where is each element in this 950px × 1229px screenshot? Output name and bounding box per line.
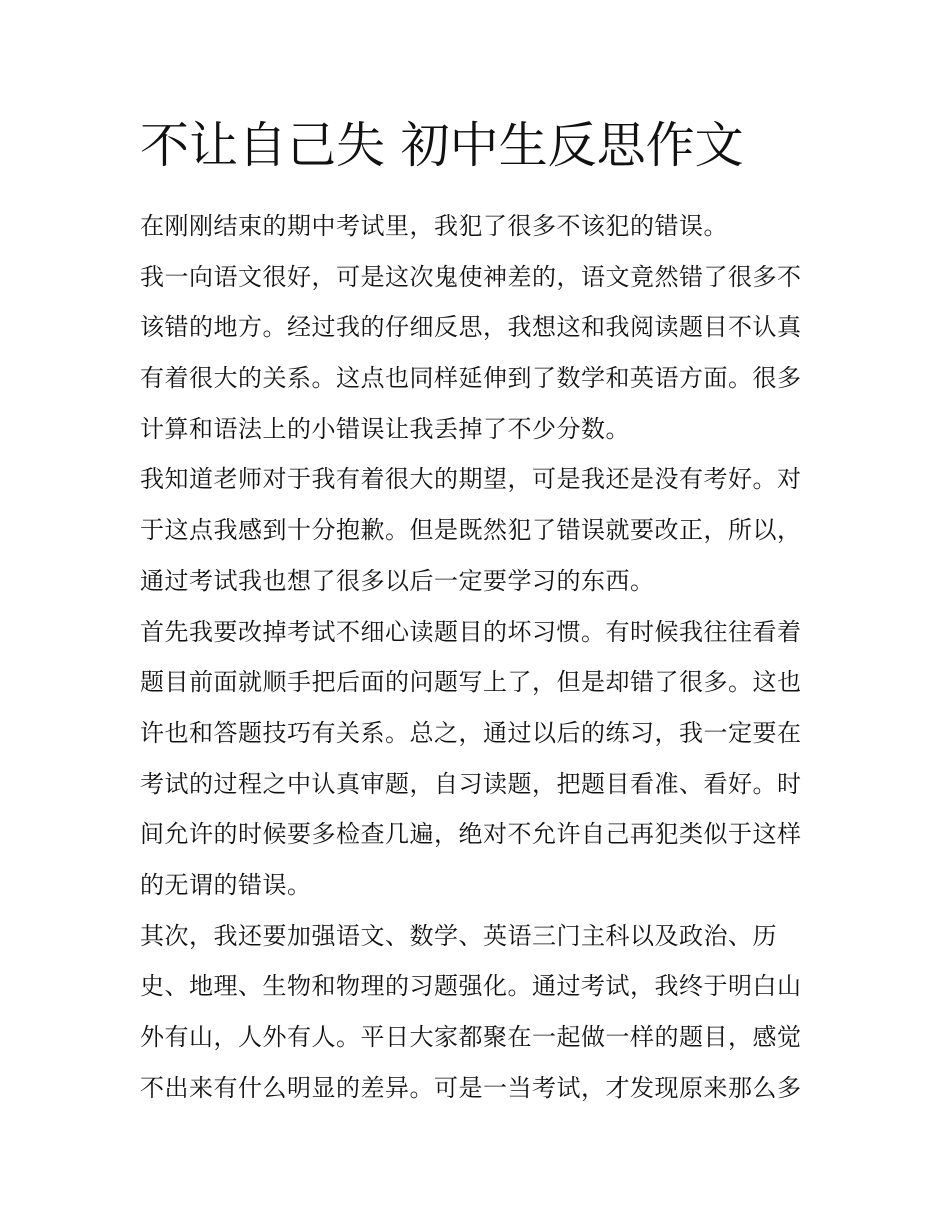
text-line: 题目前面就顺手把后面的问题写上了，但是却错了很多。这也 bbox=[140, 668, 802, 697]
text-line: 史、地理、生物和物理的习题强化。通过考试，我终于明白山 bbox=[140, 972, 802, 1001]
text-line: 的无谓的错误。 bbox=[140, 870, 312, 899]
text-line: 我知道老师对于我有着很大的期望，可是我还是没有考好。对 bbox=[140, 465, 802, 494]
text-line: 外有山，人外有人。平日大家都聚在一起做一样的题目，感觉 bbox=[140, 1023, 802, 1051]
page-title: 不让自己失 初中生反思作文 bbox=[140, 117, 744, 174]
text-line: 于这点我感到十分抱歉。但是既然犯了错误就要改正，所以， bbox=[140, 516, 802, 545]
essay-body bbox=[140, 201, 820, 1113]
text-line: 在刚刚结束的期中考试里，我犯了很多不该犯的错误。 bbox=[140, 212, 728, 240]
text-line: 间允许的时候要多检查几遍，绝对不允许自己再犯类似于这样 bbox=[140, 820, 802, 849]
text-line: 计算和语法上的小错误让我丢掉了不少分数。 bbox=[140, 414, 630, 443]
text-line: 我一向语文很好，可是这次鬼使神差的，语文竟然错了很多不 bbox=[140, 262, 802, 291]
text-line: 该错的地方。经过我的仔细反思，我想这和我阅读题目不认真 bbox=[140, 313, 802, 342]
text-line: 首先我要改掉考试不细心读题目的坏习惯。有时候我往往看着 bbox=[140, 617, 802, 646]
text-line: 考试的过程之中认真审题，自习读题，把题目看准、看好。时 bbox=[140, 769, 802, 798]
text-line: 许也和答题技巧有关系。总之，通过以后的练习，我一定要在 bbox=[140, 718, 802, 747]
text-line: 通过考试我也想了很多以后一定要学习的东西。 bbox=[140, 566, 655, 595]
text-line: 其次，我还要加强语文、数学、英语三门主科以及政治、历 bbox=[140, 921, 777, 950]
text-line: 有着很大的关系。这点也同样延伸到了数学和英语方面。很多 bbox=[140, 364, 802, 393]
text-line: 不出来有什么明显的差异。可是一当考试，才发现原来那么多 bbox=[140, 1073, 802, 1102]
